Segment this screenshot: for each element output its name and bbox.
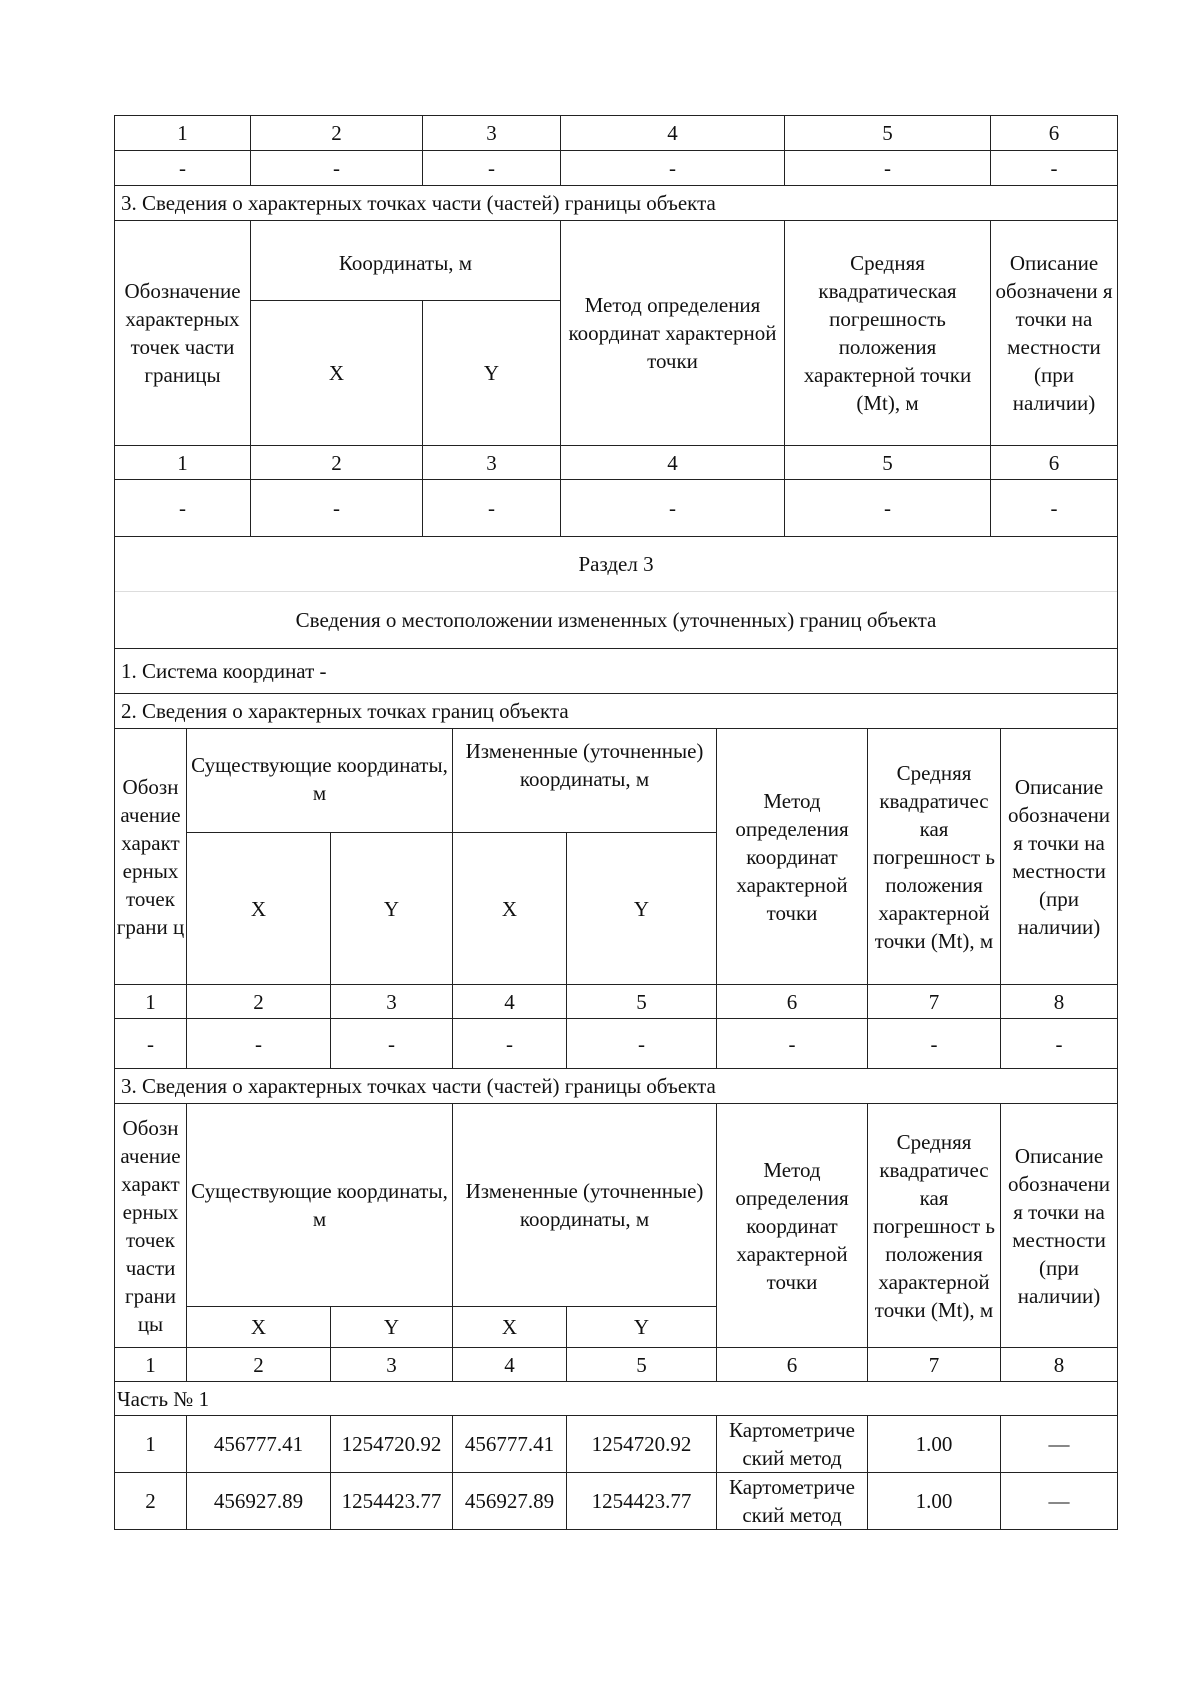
empty-cell: - [115, 480, 251, 537]
table-row [115, 480, 1118, 537]
empty-cell: - [115, 1019, 187, 1069]
changed-y: 1254720.92 [567, 1416, 717, 1473]
changed-y: 1254423.77 [567, 1473, 717, 1530]
empty-cell: - [1001, 1019, 1118, 1069]
col-num: 7 [868, 1348, 1001, 1382]
header-description: Описание обозначени я точки на местности (при наличии) [991, 221, 1118, 446]
description: — [1001, 1416, 1118, 1473]
col-num: 6 [991, 446, 1118, 480]
header-designation: Обозначение характерных точек части границы [115, 221, 251, 446]
header-description: Описание обозначени я точки на местности (при наличии) [1001, 729, 1118, 985]
header-method: Метод определения координат характерной точки [717, 729, 868, 985]
header-x: X [453, 833, 567, 985]
col-num: 5 [785, 116, 991, 151]
header-method: Метод определения координат характерной точки [717, 1104, 868, 1348]
col-num: 3 [423, 446, 561, 480]
header-description: Описание обозначени я точки на местности (при наличии) [1001, 1104, 1118, 1348]
col-num: 4 [561, 116, 785, 151]
section-subheading: Сведения о местоположении измененных (уточненных) границ объекта [115, 592, 1118, 649]
header-coordinates: Координаты, м [251, 221, 561, 301]
col-num: 1 [115, 1348, 187, 1382]
points-title: 2. Сведения о характерных точках границ объекта [115, 694, 1118, 729]
header-y: Y [567, 1307, 717, 1348]
header-designation-parts: Обозн ачение характ ерных точек части грани цы [115, 1104, 187, 1348]
point-number: 2 [115, 1473, 187, 1530]
header-changed-coords: Измененные (уточненные) координаты, м [453, 1104, 717, 1307]
table-row [115, 1473, 1118, 1530]
col-num: 1 [115, 116, 251, 151]
empty-cell: - [423, 480, 561, 537]
existing-y: 1254720.92 [331, 1416, 453, 1473]
col-num: 2 [187, 1348, 331, 1382]
table-row [115, 1416, 1118, 1473]
col-num: 8 [1001, 1348, 1118, 1382]
col-num: 8 [1001, 985, 1118, 1019]
col-num: 4 [453, 985, 567, 1019]
part-label: Часть № 1 [115, 1382, 1118, 1416]
header-changed-coords: Измененные (уточненные) координаты, м [453, 729, 717, 833]
empty-cell: - [187, 1019, 331, 1069]
existing-x: 456777.41 [187, 1416, 331, 1473]
table-row [115, 151, 1118, 186]
table-parts-6col [114, 115, 1118, 537]
header-existing-coords: Существующие координаты, м [187, 729, 453, 833]
mean-error: 1.00 [868, 1416, 1001, 1473]
header-error: Средняя квадратичес кая погрешност ь положения характерной точки (Mt), м [868, 729, 1001, 985]
empty-cell: - [251, 151, 423, 186]
section-heading: Раздел 3 [115, 537, 1118, 592]
col-num: 1 [115, 985, 187, 1019]
header-y: Y [331, 1307, 453, 1348]
empty-cell: - [561, 151, 785, 186]
col-num: 6 [717, 985, 868, 1019]
col-num: 5 [567, 1348, 717, 1382]
empty-cell: - [251, 480, 423, 537]
empty-cell: - [785, 480, 991, 537]
column-numbers-row [115, 446, 1118, 480]
empty-cell: - [991, 480, 1118, 537]
existing-x: 456927.89 [187, 1473, 331, 1530]
changed-x: 456927.89 [453, 1473, 567, 1530]
header-x: X [187, 1307, 331, 1348]
header-x: X [453, 1307, 567, 1348]
empty-cell: - [717, 1019, 868, 1069]
empty-cell: - [991, 151, 1118, 186]
empty-cell: - [423, 151, 561, 186]
col-num: 1 [115, 446, 251, 480]
method: Картометриче ский метод [717, 1416, 868, 1473]
column-numbers-row [115, 985, 1118, 1019]
header-error: Средняя квадратическая погрешность положения характерной точки (Mt), м [785, 221, 991, 446]
header-y: Y [423, 301, 561, 446]
empty-cell: - [567, 1019, 717, 1069]
header-error: Средняя квадратичес кая погрешност ь положения характерной точки (Mt), м [868, 1104, 1001, 1348]
col-num: 2 [251, 446, 423, 480]
description: — [1001, 1473, 1118, 1530]
col-num: 2 [251, 116, 423, 151]
table-row [115, 1019, 1118, 1069]
coordinate-system: 1. Система координат - [115, 649, 1118, 694]
changed-x: 456777.41 [453, 1416, 567, 1473]
col-num: 4 [561, 446, 785, 480]
col-num: 5 [785, 446, 991, 480]
col-num: 5 [567, 985, 717, 1019]
col-num: 6 [717, 1348, 868, 1382]
empty-cell: - [331, 1019, 453, 1069]
empty-cell: - [785, 151, 991, 186]
header-existing-coords: Существующие координаты, м [187, 1104, 453, 1307]
header-method: Метод определения координат характерной точки [561, 221, 785, 446]
empty-cell: - [868, 1019, 1001, 1069]
col-num: 3 [331, 1348, 453, 1382]
header-x: X [251, 301, 423, 446]
col-num: 7 [868, 985, 1001, 1019]
point-number: 1 [115, 1416, 187, 1473]
header-designation: Обозн ачение характ ерных точек грани ц [115, 729, 187, 985]
empty-cell: - [561, 480, 785, 537]
col-num: 4 [453, 1348, 567, 1382]
header-x: X [187, 833, 331, 985]
existing-y: 1254423.77 [331, 1473, 453, 1530]
parts-title: 3. Сведения о характерных точках части (частей) границы объекта [115, 1069, 1118, 1104]
header-y: Y [331, 833, 453, 985]
mean-error: 1.00 [868, 1473, 1001, 1530]
col-num: 2 [187, 985, 331, 1019]
column-numbers-row [115, 1348, 1118, 1382]
empty-cell: - [115, 151, 251, 186]
column-numbers-row [115, 116, 1118, 151]
header-y: Y [567, 833, 717, 985]
method: Картометриче ский метод [717, 1473, 868, 1530]
col-num: 3 [331, 985, 453, 1019]
col-num: 6 [991, 116, 1118, 151]
empty-cell: - [453, 1019, 567, 1069]
table-section-3 [114, 536, 1118, 1530]
col-num: 3 [423, 116, 561, 151]
section-title: 3. Сведения о характерных точках части (частей) границы объекта [115, 186, 1118, 221]
